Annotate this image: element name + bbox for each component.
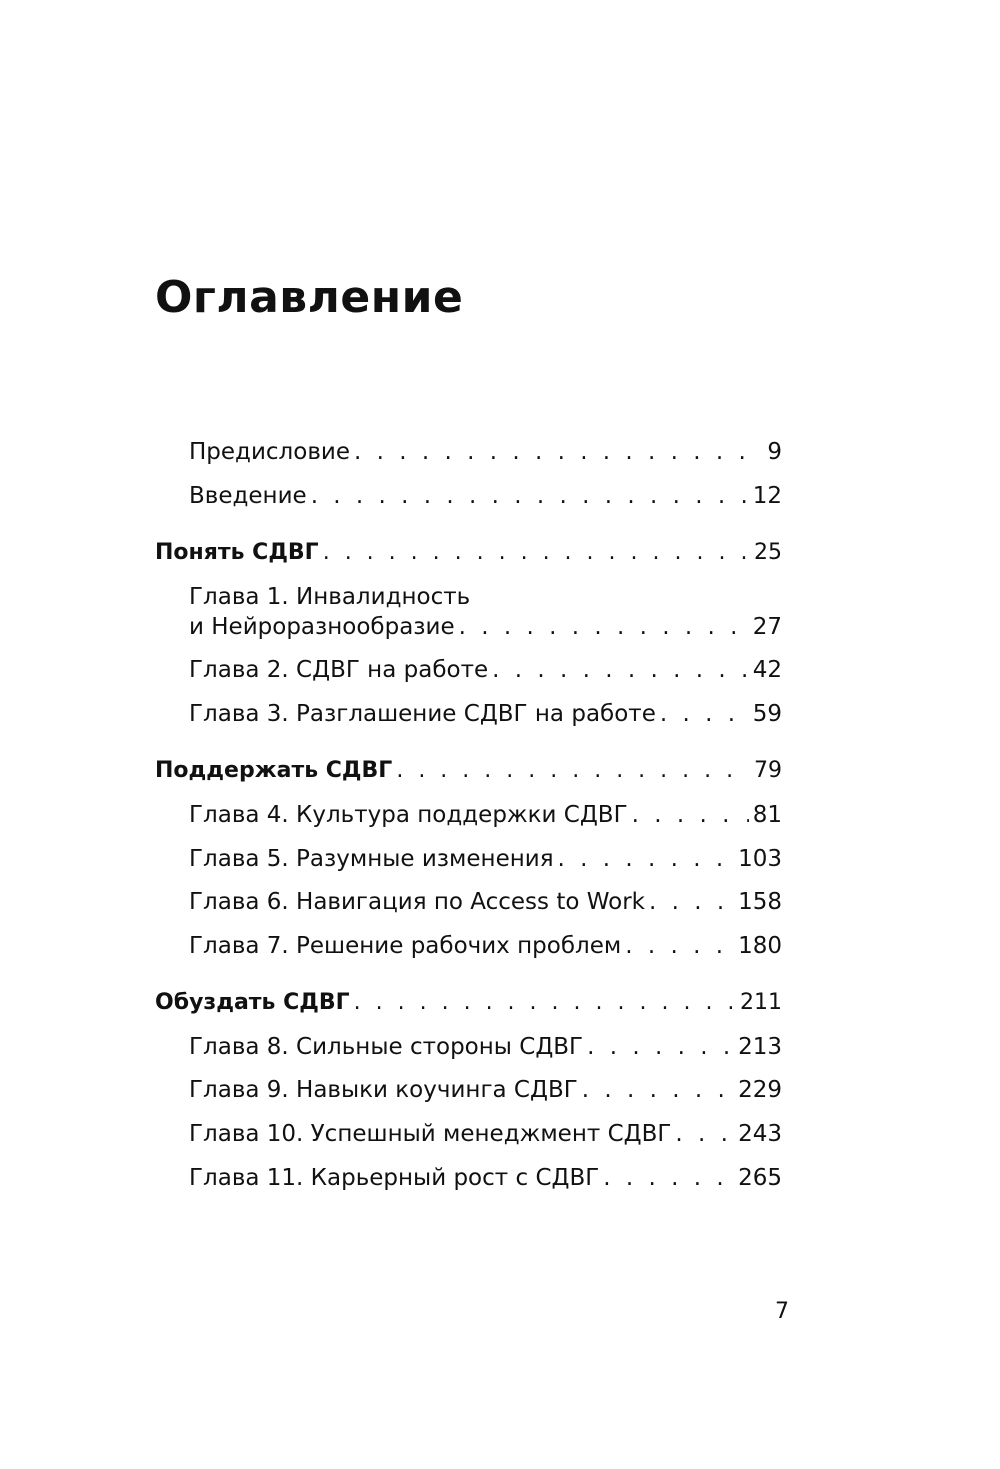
page-number: 7 (775, 1299, 789, 1324)
toc-entry-chapter-5 (189, 844, 782, 874)
toc-entry-introduction (189, 481, 782, 511)
toc-entry-label: Глава 1. Инвалидность (189, 584, 471, 610)
dot-leader (587, 1032, 734, 1062)
toc-entry-label: Глава 8. Сильные стороны СДВГ (189, 1034, 584, 1060)
toc-entry-chapter-3 (189, 699, 782, 729)
toc-entry-chapter-7 (189, 931, 782, 961)
dot-leader (649, 887, 734, 917)
toc-entry-label: Глава 9. Навыки коучинга СДВГ (189, 1077, 578, 1103)
toc-entry-page: 243 (738, 1121, 782, 1147)
toc-entry-page: 229 (738, 1077, 782, 1103)
toc-entry-label: Глава 6. Навигация по Access to Work (189, 889, 645, 915)
toc-entry-label: Глава 10. Успешный менеджмент СДВГ (189, 1121, 672, 1147)
dot-leader (354, 437, 763, 467)
toc-entry-label: Глава 4. Культура поддержки СДВГ (189, 802, 628, 828)
toc-entry-label: Глава 3. Разглашение СДВГ на работе (189, 701, 656, 727)
toc-entry-page: 59 (752, 701, 782, 727)
page-title: Оглавление (155, 272, 464, 323)
toc-entry-page: 12 (752, 483, 782, 509)
toc-entry-page: 158 (738, 889, 782, 915)
dot-leader (603, 1163, 734, 1193)
toc-entry-label: Предисловие (189, 439, 350, 465)
toc-entry-chapter-2 (189, 655, 782, 685)
toc-entry-chapter-1 (189, 582, 782, 642)
toc-part-label: Обуздать СДВГ (155, 990, 350, 1015)
toc-entry-chapter-10 (189, 1119, 782, 1149)
toc-entry-page: 27 (752, 614, 782, 640)
toc-entry-page: 180 (738, 933, 782, 959)
dot-leader (323, 538, 750, 568)
toc-entry-page: 79 (754, 758, 782, 783)
toc-entry-label: Глава 5. Разумные изменения (189, 846, 554, 872)
dot-leader (492, 655, 749, 685)
toc-entry-chapter-4 (189, 800, 782, 830)
toc-part-understand (155, 538, 782, 568)
toc-entry-page: 42 (752, 657, 782, 683)
dot-leader (632, 800, 749, 830)
toc-entry-label: Глава 11. Карьерный рост с СДВГ (189, 1165, 600, 1191)
toc-entry-chapter-8 (189, 1032, 782, 1062)
toc-entry-label: Введение (189, 483, 307, 509)
toc-entry-page: 9 (767, 439, 782, 465)
toc-entry-chapter-6 (189, 887, 782, 917)
toc-entry-page: 81 (752, 802, 782, 828)
toc-entry-page: 103 (738, 846, 782, 872)
toc-entry-label: и Нейроразнообразие (189, 614, 455, 640)
toc-entry-page: 213 (738, 1034, 782, 1060)
dot-leader (558, 844, 735, 874)
toc-entry-page: 25 (754, 540, 782, 565)
dot-leader (625, 931, 734, 961)
dot-leader (354, 988, 736, 1018)
dot-leader (675, 1119, 734, 1149)
dot-leader (660, 699, 749, 729)
toc-entry-page: 265 (738, 1165, 782, 1191)
toc-part-support (155, 756, 782, 786)
dot-leader (311, 481, 749, 511)
toc-part-harness (155, 988, 782, 1018)
toc-entry-chapter-9 (189, 1075, 782, 1105)
toc-part-label: Поддержать СДВГ (155, 758, 393, 783)
toc-entry-chapter-11 (189, 1163, 782, 1193)
toc-entry-line (189, 612, 782, 642)
dot-leader (396, 756, 750, 786)
toc-entry-label: Глава 2. СДВГ на работе (189, 657, 489, 683)
dot-leader (582, 1075, 734, 1105)
dot-leader (459, 612, 749, 642)
toc-part-label: Понять СДВГ (155, 540, 319, 565)
toc-entry-label: Глава 7. Решение рабочих проблем (189, 933, 622, 959)
toc-entry-page: 211 (740, 990, 782, 1015)
toc-entry-foreword (189, 437, 782, 467)
